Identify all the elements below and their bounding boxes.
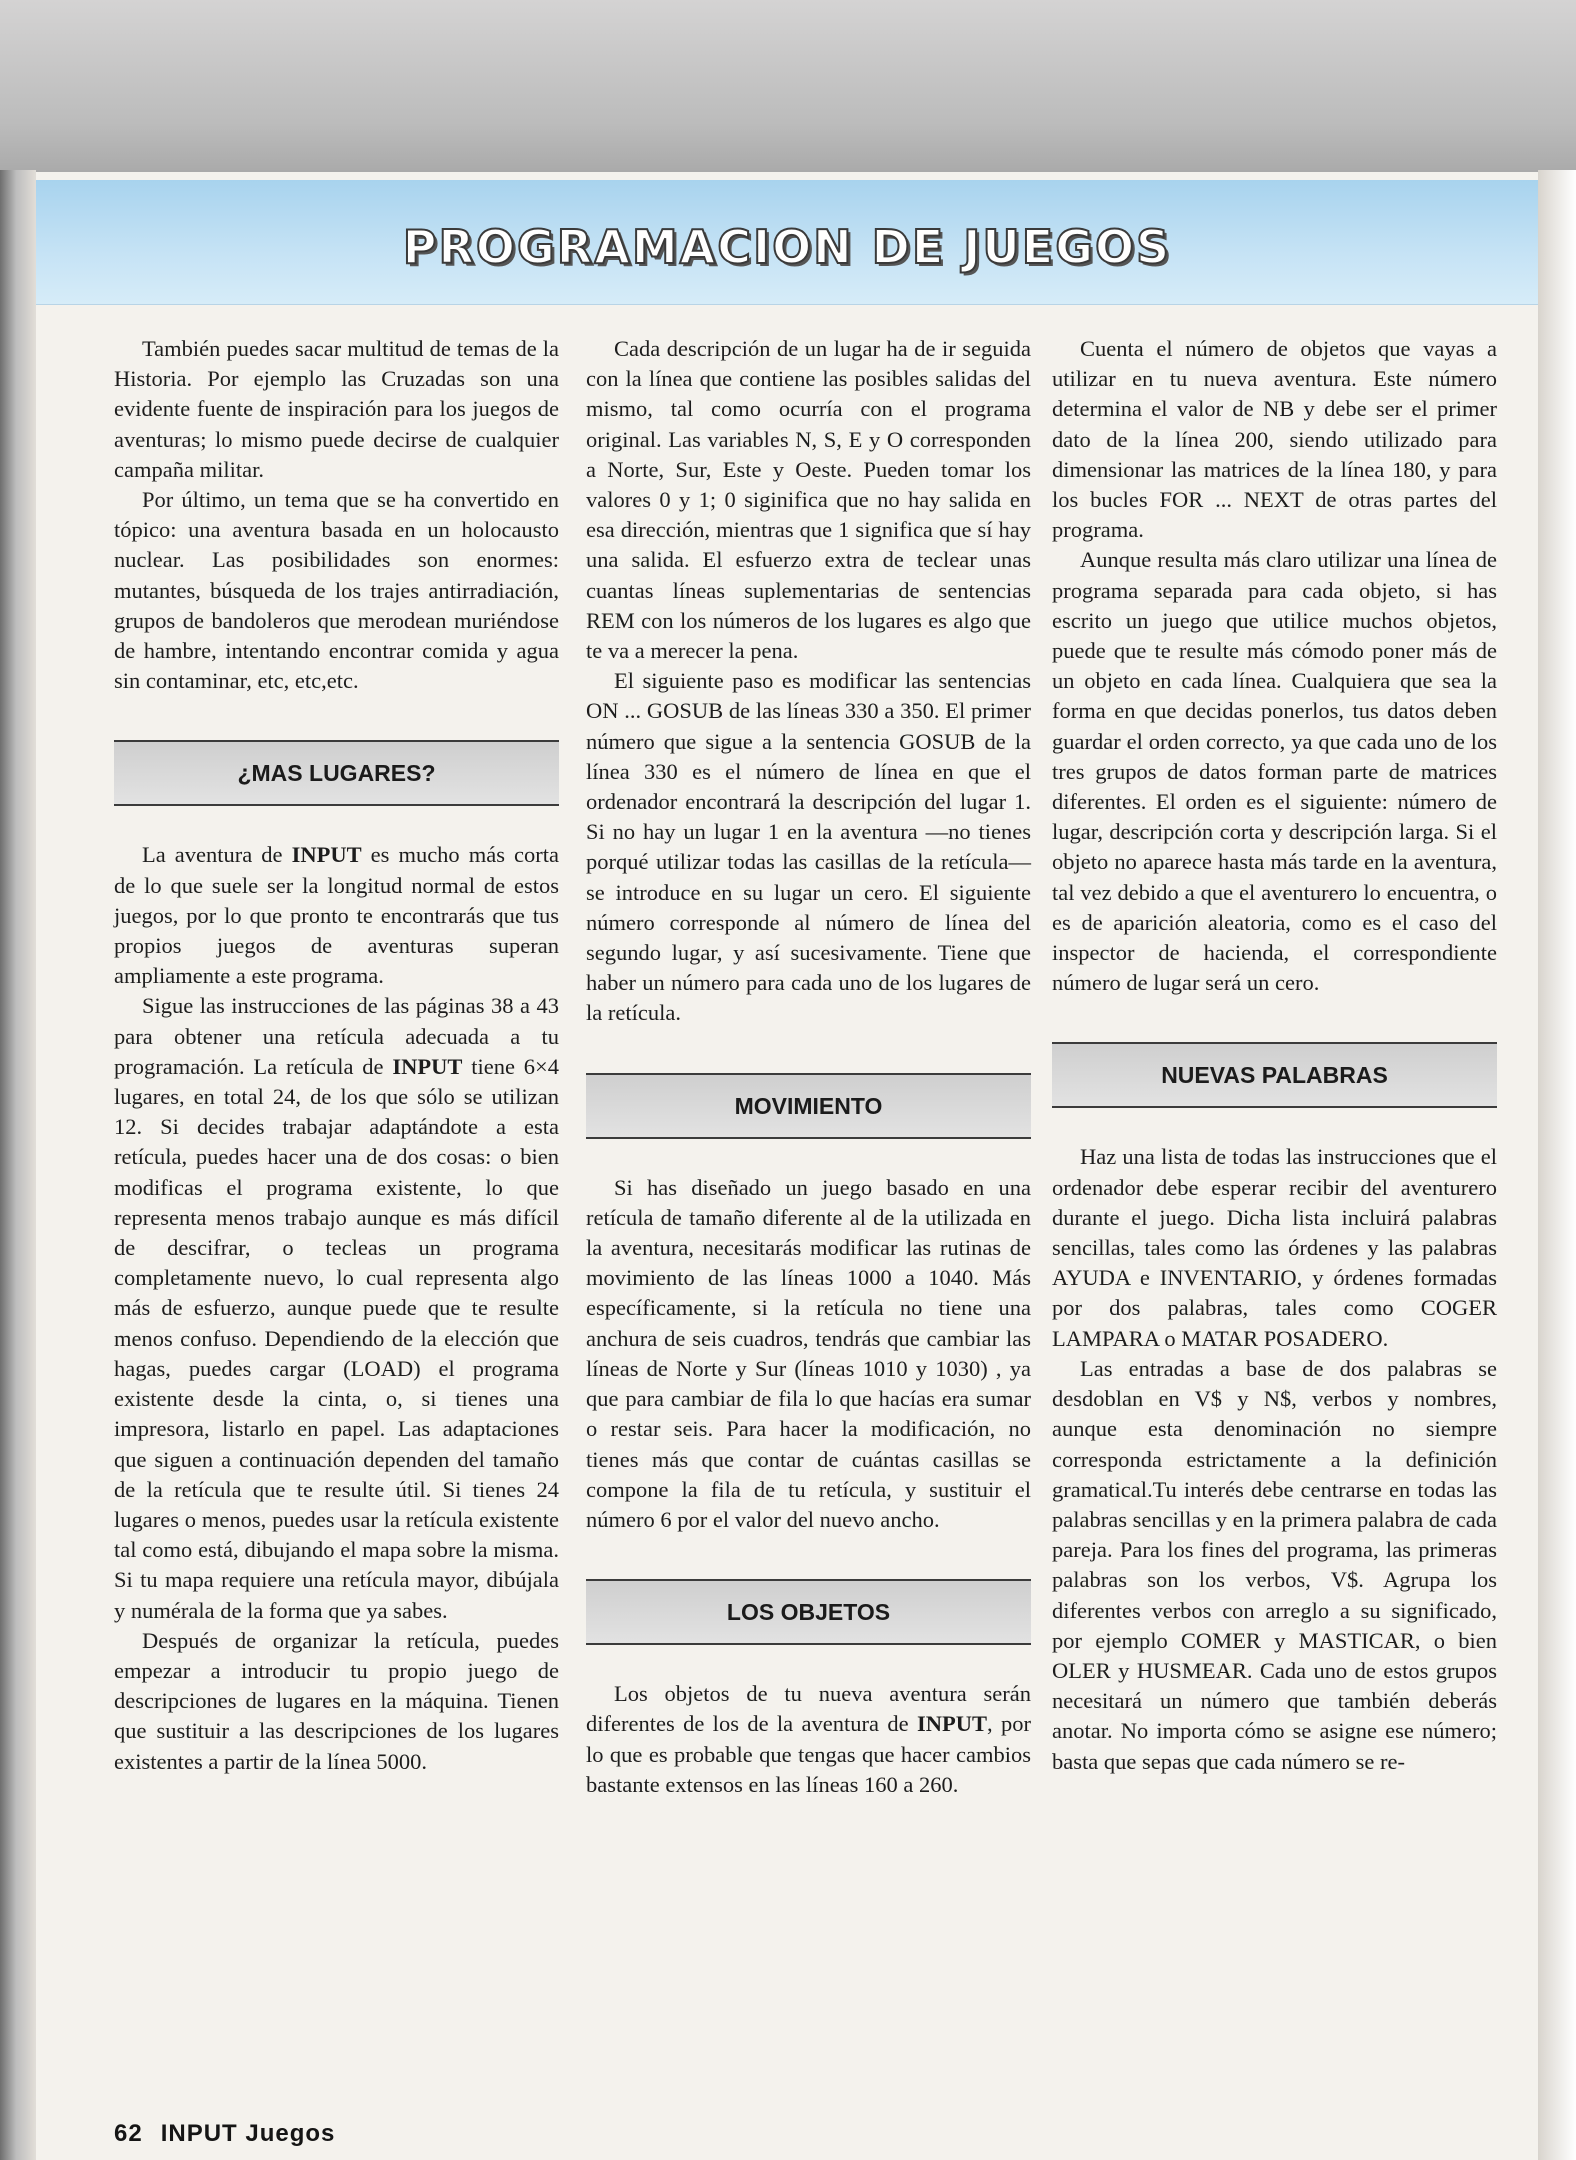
page-binding-edge (0, 170, 36, 2160)
paragraph: Sigue las instrucciones de las páginas 38 a 43 para obtener una retícula adecuada a tu programación. La retícula de INPUT tiene 6×4 lugares, en total 24, de los que sólo se utilizan 12. Si decides trabajar adaptándote a esta retícula, puedes hacer una de dos cosas: o bien modificas el programa existente, lo que representa menos trabajo aunque es más difícil de descifrar, o tecleas un programa completamente nuevo, lo cual representa algo más de esfuerzo, aunque puede que te resulte menos confuso. Dependiendo de la elección que hagas, puedes cargar (LOAD) el programa existente desde la cinta, o, si tienes una impresora, listarlo en papel. Las adaptaciones que siguen a continuación dependen del tamaño de la retícula que te resulte útil. Si tienes 24 lugares o menos, puedes usar la retícula existente tal como está, dibujando el mapa sobre la misma. Si tu mapa requiere una retícula mayor, dibújala y numérala de la forma que ya sabes. (114, 993, 559, 1623)
paragraph: Cada descripción de un lugar ha de ir seguida con la línea que contiene las posibles salidas del mismo, tal como ocurría con el programa original. Las variables N, S, E y O corresponden a Norte, Sur, Este y Oeste. Pueden tomar los valores 0 y 1; 0 siginifica que no hay salida en esa dirección, mientras que 1 significa que sí hay una salida. El esfuerzo extra de teclear unas cuantas líneas suplementarias de sentencias REM con los números de los lugares es algo que te va a merecer la pena. (586, 336, 1031, 664)
paragraph: También puedes sacar multitud de temas de la Historia. Por ejemplo las Cruzadas son una evidente fuente de inspiración para los juegos de aventuras; lo mismo puede decirse de cualquier campaña militar. (114, 336, 559, 482)
paragraph: Si has diseñado un juego basado en una retícula de tamaño diferente al de la utilizada en la aventura, necesitarás modificar las rutinas de movimiento de las líneas 1000 a 1040. Más específicamente, si la retícula no tiene una anchura de seis cuadros, tendrás que cambiar las líneas de Norte y Sur (líneas 1010 y 1030) , ya que para cambiar de fila lo que hacías era sumar o restar seis. Para hacer la modificación, no tienes más que contar de cuántas casillas se compone la fila de tu retícula, y sustituir el número 6 por el valor del nuevo ancho. (586, 1174, 1031, 1532)
magazine-page (36, 172, 1538, 2160)
paragraph: Los objetos de tu nueva aventura serán diferentes de los de la aventura de INPUT, por lo que es probable que tengas que hacer cambios bastante extensos en las líneas 160 a 260. (586, 1681, 1031, 1797)
page-right-edge (1538, 170, 1576, 2160)
heading-mas-lugares: ¿MAS LUGARES? (114, 740, 559, 806)
header-banner (36, 180, 1538, 305)
heading-movimiento: MOVIMIENTO (586, 1073, 1031, 1139)
paragraph: Por último, un tema que se ha convertido en tópico: una aventura basada en un holocausto nuclear. Las posibilidades son enormes: mutantes, búsqueda de los trajes antirradiación, grupos de bandoleros que merodean muriéndose de hambre, intentando encontrar comida y agua sin contaminar, etc, etc,etc. (114, 487, 559, 694)
publication-name: INPUT Juegos (160, 2120, 336, 2147)
page-footer (114, 2120, 335, 2148)
paragraph: El siguiente paso es modificar las sentencias ON ... GOSUB de las líneas 330 a 350. El primer número que sigue a la sentencia GOSUB de la línea 330 es el número de línea en que el ordenador encontrará la descripción del lugar 1. Si no hay un lugar 1 en la aventura —no tienes porqué utilizar todas las casillas de la retícula— se introduce en su lugar un cero. El siguiente número corresponde al número de línea del segundo lugar, y así sucesivamente. Tiene que haber un número para cada uno de los lugares de la retícula. (586, 668, 1031, 1026)
scan-top-shadow (0, 0, 1576, 175)
page-number: 62 (114, 2120, 143, 2147)
paragraph: Aunque resulta más claro utilizar una línea de programa separada para cada objeto, si has escrito un juego que utilice muchos objetos, puede que te resulte más cómodo poner más de un objeto en cada línea. Cualquiera que sea la forma en que decidas ponerlos, tus datos deben guardar el orden correcto, ya que cada uno de los tres grupos de datos forman parte de matrices diferentes. El orden es el siguiente: número de lugar, descripción corta y descripción larga. Si el objeto no aparece hasta más tarde en la aventura, tal vez debido a que el aventurero lo encuentra, o es de aparición aleatoria, como es el caso del inspector de hacienda, el correspondiente número de lugar será un cero. (1052, 547, 1497, 996)
paragraph: Las entradas a base de dos palabras se desdoblan en V$ y N$, verbos y nombres, aunque esta denominación no siempre corresponda estrictamente a la definición gramatical.Tu interés debe centrarse en todas las palabras sencillas y en la primera palabra de cada pareja. Para los fines del programa, las primeras palabras son los verbos, V$. Agrupa los diferentes verbos con arreglo a su significado, por ejemplo COMER y MASTICAR, o bien OLER y HUSMEAR. Cada uno de estos grupos necesitará un número que también deberás anotar. No importa cómo se asigne ese número; basta que sepas que cada número se re- (1052, 1355, 1497, 1774)
heading-nuevas-palabras: NUEVAS PALABRAS (1052, 1042, 1497, 1108)
text-column-2 (586, 334, 1031, 1800)
section-title: PROGRAMACION DE JUEGOS (402, 220, 1172, 274)
paragraph: Haz una lista de todas las instrucciones que el ordenador debe esperar recibir del aventurero durante el juego. Dicha lista incluirá palabras sencillas, tales como las órdenes y las palabras AYUDA e INVENTARIO, y órdenes formadas por dos palabras, tales como COGER LAMPARA o MATAR POSADERO. (1052, 1144, 1497, 1351)
paragraph: Después de organizar la retícula, puedes empezar a introducir tu propio juego de descripciones de lugares en la máquina. Tienen que sustituir a las descripciones de los lugares existentes a partir de la línea 5000. (114, 1627, 559, 1774)
heading-los-objetos: LOS OBJETOS (586, 1579, 1031, 1645)
text-column-3 (1052, 334, 1497, 1777)
paragraph: La aventura de INPUT es mucho más corta de lo que suele ser la longitud normal de estos juegos, por lo que pronto te encontrarás que tus propios juegos de aventuras superan ampliamente a este programa. (114, 842, 559, 989)
text-column-1 (114, 334, 559, 1777)
paragraph: Cuenta el número de objetos que vayas a utilizar en tu nueva aventura. Este número determina el valor de NB y debe ser el primer dato de la línea 200, siendo utilizado para dimensionar las matrices de la línea 180, y para los bucles FOR ... NEXT de otras partes del programa. (1052, 336, 1497, 543)
